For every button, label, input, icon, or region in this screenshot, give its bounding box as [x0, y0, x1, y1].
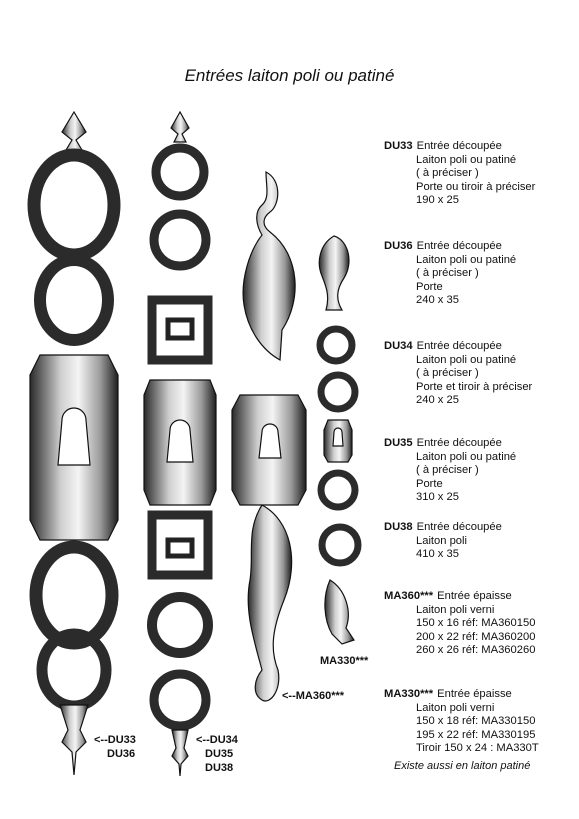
- label-ma330: MA330***: [320, 655, 369, 667]
- product-ref: 200 x 22 réf: MA360200: [416, 630, 536, 643]
- product-line: Porte ou tiroir à préciser: [416, 180, 536, 193]
- escutcheon-du34-du35-du38: [144, 112, 216, 776]
- product-size: 190 x 25: [416, 194, 459, 207]
- product-code: MA360***: [384, 590, 434, 602]
- product-desc: Entrée découpée: [416, 340, 502, 352]
- product-size: 240 x 35: [416, 294, 459, 307]
- product-du35: [384, 437, 516, 505]
- product-ref: 260 x 26 réf: MA360260: [416, 644, 536, 657]
- product-line: Laiton poli ou patiné: [416, 353, 517, 366]
- label-ma360: <--MA360***: [282, 690, 345, 702]
- product-line: ( à préciser ): [416, 267, 479, 280]
- product-code: DU34: [384, 340, 413, 352]
- product-code: MA330***: [384, 688, 434, 700]
- product-code: DU36: [384, 240, 413, 252]
- product-du33: [384, 140, 535, 208]
- product-line: Laiton poli: [416, 534, 468, 547]
- product-code: DU35: [384, 437, 413, 449]
- product-ma330: [384, 688, 539, 756]
- label-du35: DU35: [205, 748, 234, 760]
- product-ma360: [384, 590, 535, 658]
- product-line: Porte: [416, 280, 443, 293]
- product-line: ( à préciser ): [416, 367, 479, 380]
- product-code: DU33: [384, 140, 413, 152]
- product-ref: 150 x 16 réf: MA360150: [416, 617, 536, 630]
- escutcheon-ma330: [319, 236, 358, 644]
- label-du33: <--DU33: [94, 734, 136, 746]
- label-du38: DU38: [205, 762, 234, 774]
- finish-note: Existe aussi en laiton patiné: [394, 760, 531, 772]
- product-line: Porte: [416, 477, 443, 490]
- product-code: DU38: [384, 521, 413, 533]
- product-line: ( à préciser ): [416, 167, 479, 180]
- product-size: 240 x 25: [416, 394, 459, 407]
- product-line: Laiton poli ou patiné: [416, 450, 517, 463]
- product-desc: Entrée découpée: [416, 140, 502, 152]
- escutcheon-ma360: [232, 172, 306, 701]
- product-desc: Entrée découpée: [416, 437, 502, 449]
- product-size: 310 x 25: [416, 491, 459, 504]
- product-size: 410 x 35: [416, 548, 459, 561]
- product-du38: [384, 521, 502, 562]
- product-ref: Tiroir 150 x 24 : MA330T: [416, 742, 539, 755]
- product-ref: 150 x 18 réf: MA330150: [416, 715, 536, 728]
- product-desc: Entrée épaisse: [437, 688, 512, 700]
- product-line: Laiton poli verni: [416, 701, 495, 714]
- product-du36: [384, 240, 516, 308]
- product-desc: Entrée épaisse: [437, 590, 512, 602]
- product-line: Laiton poli ou patiné: [416, 153, 517, 166]
- product-line: ( à préciser ): [416, 464, 479, 477]
- product-du34: [384, 340, 532, 408]
- product-desc: Entrée découpée: [416, 240, 502, 252]
- product-desc: Entrée découpée: [416, 521, 502, 533]
- product-line: Laiton poli verni: [416, 603, 495, 616]
- page-title: Entrées laiton poli ou patiné: [184, 66, 395, 85]
- product-line: Laiton poli ou patiné: [416, 253, 517, 266]
- label-du34: <--DU34: [196, 734, 238, 746]
- product-line: Porte et tiroir à préciser: [416, 380, 533, 393]
- escutcheon-du33-du36: [30, 112, 118, 775]
- product-ref: 195 x 22 réf: MA330195: [416, 728, 536, 741]
- label-du36: DU36: [107, 748, 136, 760]
